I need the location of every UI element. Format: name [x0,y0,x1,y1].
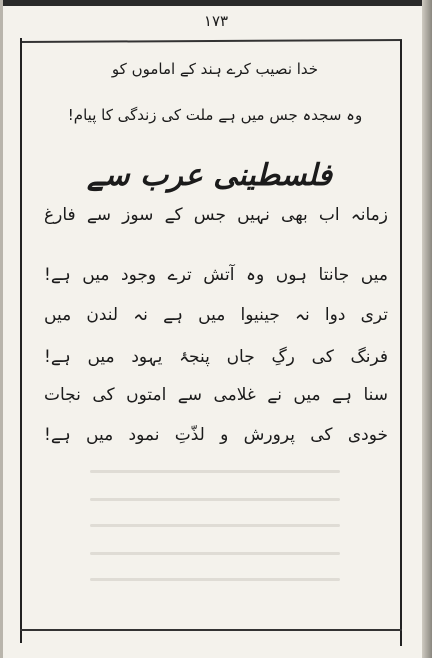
frame-line-top [20,39,402,43]
verse-line-3: تری دوا نہ جینیوا میں ہے نہ لندن میں [44,305,388,325]
verse-line-2: میں جانتا ہوں وہ آتش ترے وجود میں ہے! [44,265,388,285]
poem-title: فلسطینی عرب سے [86,158,332,193]
verse-line-5: سنا ہے میں نے غلامی سے امتوں کی نجات [44,385,388,405]
page-number: ۱۷۳ [203,12,229,30]
verse-line-1: زمانہ اب بھی نہیں جس کے سوز سے فارغ [44,205,388,225]
bleed-through-line [90,470,340,473]
frame-line-bottom [20,629,402,631]
bleed-through-line [90,524,340,527]
bleed-through-line [90,552,340,555]
frame-line-right [400,40,402,646]
bleed-through-line [90,498,340,501]
bleed-through-line [90,578,340,581]
frame-line-left [20,38,22,643]
epigraph-line-2: وہ سجدہ جس میں ہے ملت کی زندگی کا پیام! [67,106,363,124]
scan-edge-top [0,0,432,6]
scan-edge-right [422,0,432,658]
verse-line-4: فرنگ کی رگِ جاں پنجۂ یہود میں ہے! [44,347,388,367]
scan-edge-left [0,0,3,658]
verse-line-6: خودی کی پرورش و لذّتِ نمود میں ہے! [44,425,388,445]
epigraph-line-1: خدا نصیب کرے ہند کے اماموں کو [111,60,319,78]
